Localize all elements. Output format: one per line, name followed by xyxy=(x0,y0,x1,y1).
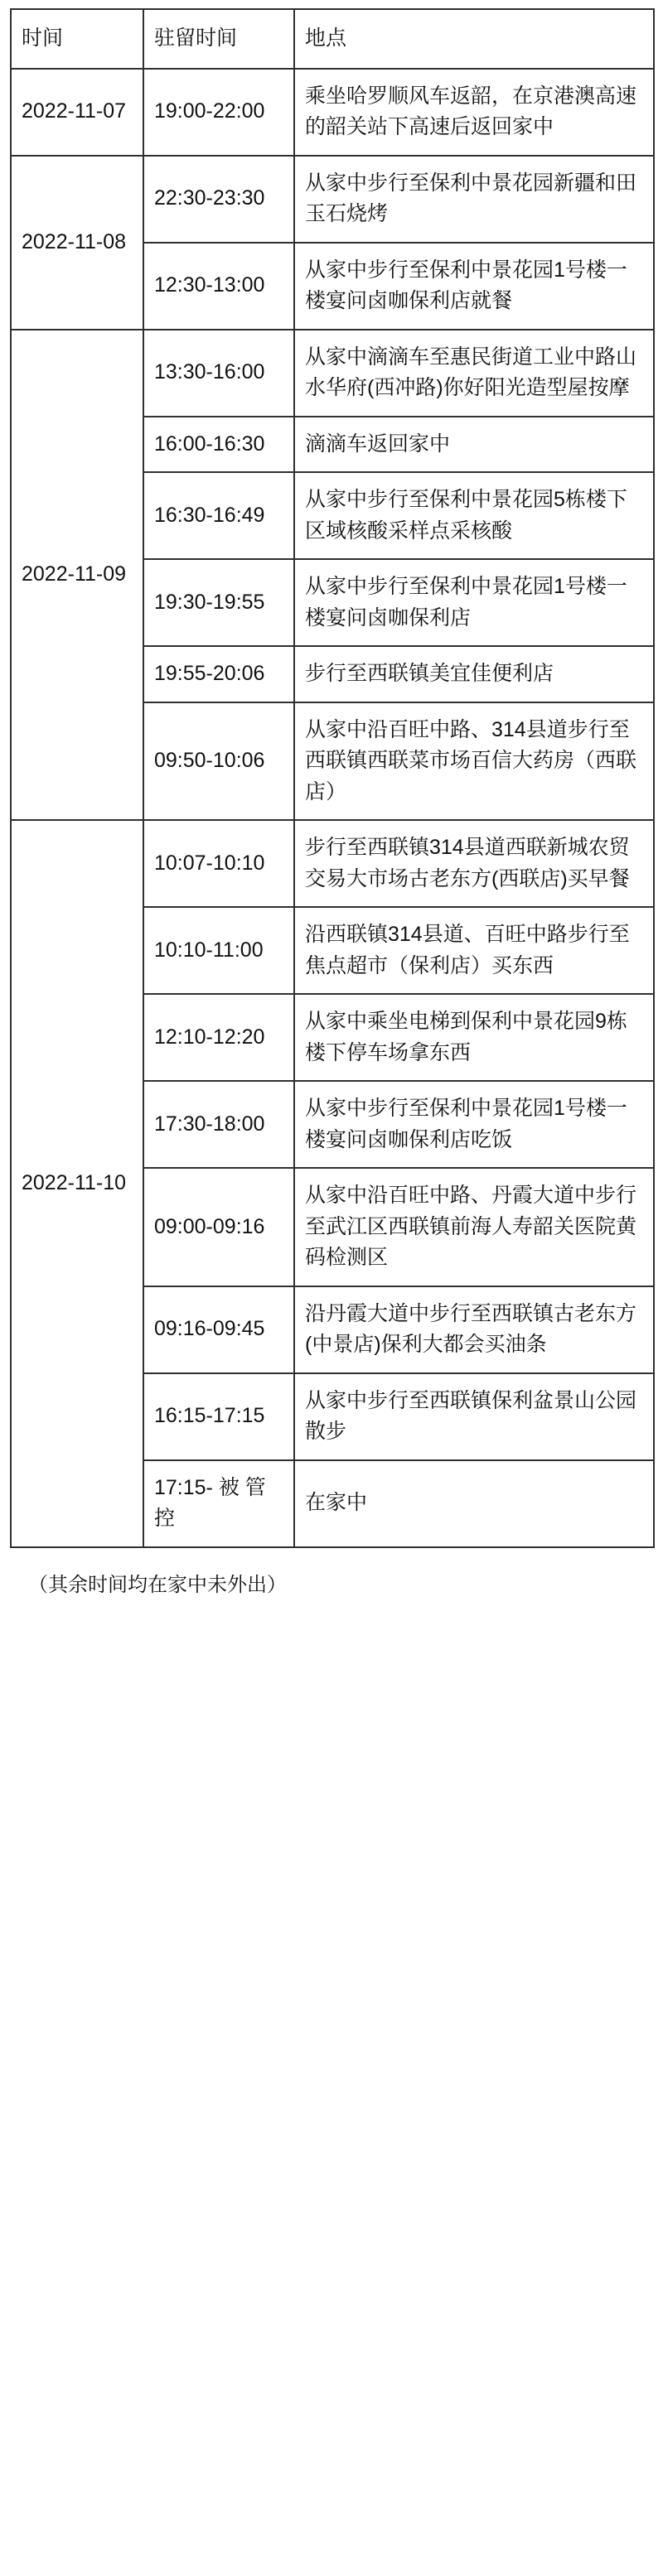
activity-trace-table xyxy=(10,8,655,1548)
cell-place: 滴滴车返回家中 xyxy=(294,417,654,473)
cell-place: 沿西联镇314县道、百旺中路步行至焦点超市（保利店）买东西 xyxy=(294,907,654,994)
table-header-row xyxy=(11,9,654,69)
cell-place: 从家中步行至保利中景花园新疆和田玉石烧烤 xyxy=(294,156,654,243)
column-header-place: 地点 xyxy=(294,9,654,69)
cell-date: 2022-11-07 xyxy=(11,69,143,156)
cell-place: 从家中沿百旺中路、丹霞大道中步行至武江区西联镇前海人寿韶关医院黄码检测区 xyxy=(294,1168,654,1286)
table-row xyxy=(11,69,654,156)
cell-duration: 19:30-19:55 xyxy=(143,559,294,646)
cell-place: 步行至西联镇美宜佳便利店 xyxy=(294,646,654,702)
cell-duration: 09:50-10:06 xyxy=(143,702,294,821)
column-header-duration: 驻留时间 xyxy=(143,9,294,69)
cell-place: 乘坐哈罗顺风车返韶，在京港澳高速的韶关站下高速后返回家中 xyxy=(294,69,654,156)
cell-duration: 19:00-22:00 xyxy=(143,69,294,156)
table-row xyxy=(11,330,654,417)
table-header xyxy=(11,9,654,69)
footnote: （其余时间均在家中未外出） xyxy=(28,1573,287,1596)
cell-place: 从家中步行至西联镇保利盆景山公园散步 xyxy=(294,1373,654,1460)
cell-duration: 09:00-09:16 xyxy=(143,1168,294,1286)
cell-place: 步行至西联镇314县道西联新城农贸交易大市场古老东方(西联店)买早餐 xyxy=(294,820,654,907)
cell-duration: 09:16-09:45 xyxy=(143,1286,294,1373)
cell-date: 2022-11-09 xyxy=(11,330,143,821)
cell-duration: 16:30-16:49 xyxy=(143,472,294,559)
table-row xyxy=(11,156,654,243)
cell-duration: 16:00-16:30 xyxy=(143,417,294,473)
cell-duration: 19:55-20:06 xyxy=(143,646,294,702)
cell-place: 从家中滴滴车至惠民街道工业中路山水华府(西冲路)你好阳光造型屋按摩 xyxy=(294,330,654,417)
cell-place: 从家中沿百旺中路、314县道步行至西联镇西联菜市场百信大药房（西联店） xyxy=(294,702,654,821)
cell-place: 从家中步行至保利中景花园5栋楼下区域核酸采样点采核酸 xyxy=(294,472,654,559)
cell-duration: 10:07-10:10 xyxy=(143,820,294,907)
cell-duration: 17:30-18:00 xyxy=(143,1081,294,1168)
cell-place: 从家中步行至保利中景花园1号楼一楼宴问卤咖保利店就餐 xyxy=(294,243,654,330)
cell-place: 从家中步行至保利中景花园1号楼一楼宴问卤咖保利店吃饭 xyxy=(294,1081,654,1168)
cell-date: 2022-11-10 xyxy=(11,820,143,1547)
cell-duration: 12:10-12:20 xyxy=(143,994,294,1081)
cell-duration: 16:15-17:15 xyxy=(143,1373,294,1460)
cell-duration: 12:30-13:00 xyxy=(143,243,294,330)
cell-duration: 22:30-23:30 xyxy=(143,156,294,243)
cell-place: 沿丹霞大道中步行至西联镇古老东方(中景店)保利大都会买油条 xyxy=(294,1286,654,1373)
cell-place: 从家中步行至保利中景花园1号楼一楼宴问卤咖保利店 xyxy=(294,559,654,646)
column-header-date: 时间 xyxy=(11,9,143,69)
cell-place: 从家中乘坐电梯到保利中景花园9栋楼下停车场拿东西 xyxy=(294,994,654,1081)
table-body xyxy=(11,69,654,1547)
cell-date: 2022-11-08 xyxy=(11,156,143,330)
cell-duration: 10:10-11:00 xyxy=(143,907,294,994)
cell-duration: 13:30-16:00 xyxy=(143,330,294,417)
table-row xyxy=(11,820,654,907)
cell-duration: 17:15- 被 管控 xyxy=(143,1460,294,1547)
cell-place: 在家中 xyxy=(294,1460,654,1547)
